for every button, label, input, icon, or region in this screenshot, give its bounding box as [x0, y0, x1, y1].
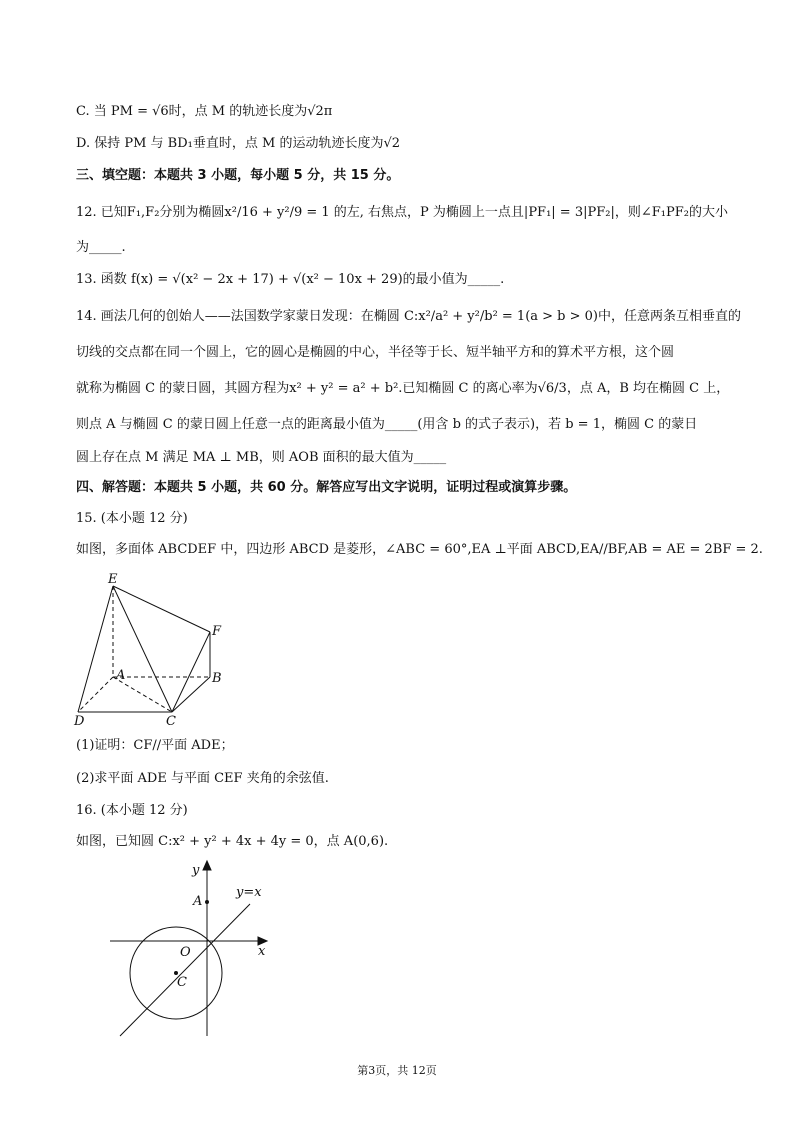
- vertex-label-c: C: [166, 714, 176, 729]
- circle-coordinate-figure: [100, 856, 280, 1046]
- question-13: 13. 函数 f(x) = √(x² − 2x + 17) + √(x² − 10x + 29)的最小值为_____.: [76, 272, 505, 287]
- question-14-line1: 14. 画法几何的创始人——法国数学家蒙日发现：在椭圆 C:x²/a² + y²/b² = 1(a > b > 0)中，任意两条互相垂直的: [76, 309, 742, 324]
- section-fill-blank-heading: 三、填空题：本题共 3 小题，每小题 5 分，共 15 分。: [76, 168, 400, 183]
- vertex-label-d: D: [74, 714, 85, 729]
- option-c: C. 当 PM = √6时，点 M 的轨迹长度为√2π: [76, 104, 333, 119]
- axis-label-y: y: [192, 863, 200, 878]
- question-15-text: 如图，多面体 ABCDEF 中，四边形 ABCD 是菱形，∠ABC = 60°,EA ⊥平面 ABCD,EA//BF,AB = AE = 2BF = 2.: [76, 542, 763, 557]
- vertex-label-b: B: [212, 671, 222, 686]
- point-label-a: A: [193, 894, 203, 909]
- center-label-c: C: [177, 975, 187, 990]
- section-answer-heading: 四、解答题：本题共 5 小题，共 60 分。解答应写出文字说明，证明过程或演算步骤。: [76, 480, 577, 495]
- question-14-line3: 就称为椭圆 C 的蒙日圆，其圆方程为x² + y² = a² + b².已知椭圆 C 的离心率为√6/3，点 A，B 均在椭圆 C 上，: [76, 381, 730, 396]
- question-14-line4: 则点 A 与椭圆 C 的蒙日圆上任意一点的距离最小值为_____(用含 b 的式子表示)，若 b = 1，椭圆 C 的蒙日: [76, 417, 698, 432]
- polyhedron-figure: [70, 566, 230, 731]
- option-d: D. 保持 PM 与 BD₁垂直时，点 M 的运动轨迹长度为√2: [76, 136, 400, 151]
- question-12-line1: 12. 已知F₁,F₂分别为椭圆x²/16 + y²/9 = 1 的左, 右焦点，P 为椭圆上一点且|PF₁| = 3|PF₂|，则∠F₁PF₂的大小: [76, 205, 728, 220]
- question-12-line2: 为_____.: [76, 240, 126, 255]
- axis-label-x: x: [258, 944, 266, 959]
- question-14-line2: 切线的交点都在同一个圆上，它的圆心是椭圆的中心，半径等于长、短半轴平方和的算术平方根，这个圆: [76, 345, 675, 360]
- question-15-part2: (2)求平面 ADE 与平面 CEF 夹角的余弦值.: [76, 771, 329, 786]
- vertex-label-a: A: [116, 668, 126, 683]
- line-label-y-eq-x: y=x: [236, 885, 262, 900]
- question-14-line5: 圆上存在点 M 满足 MA ⊥ MB，则 AOB 面积的最大值为_____: [76, 450, 447, 465]
- vertex-label-e: E: [108, 572, 118, 587]
- question-15-heading: 15. (本小题 12 分): [76, 511, 188, 526]
- question-15-part1: (1)证明：CF//平面 ADE；: [76, 738, 234, 753]
- vertex-label-f: F: [212, 624, 222, 639]
- question-16-text: 如图，已知圆 C:x² + y² + 4x + 4y = 0，点 A(0,6).: [76, 834, 389, 849]
- origin-label-o: O: [180, 945, 191, 960]
- page-footer: 第3页，共 12页: [357, 1064, 437, 1077]
- question-16-heading: 16. (本小题 12 分): [76, 803, 188, 818]
